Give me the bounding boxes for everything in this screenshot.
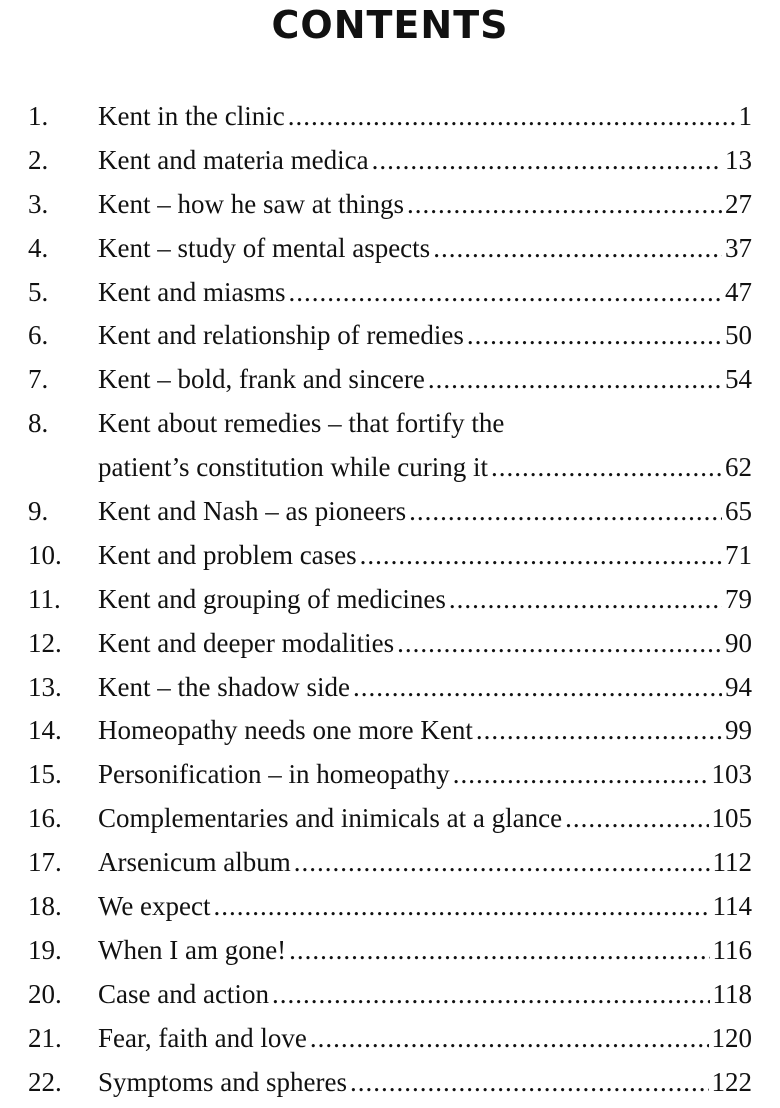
page-number: 50: [725, 320, 752, 351]
entry-number: 7.: [28, 364, 49, 395]
page-number: 47: [725, 276, 752, 307]
entry-title: When I am gone!: [98, 934, 287, 965]
toc-entry: [28, 183, 752, 227]
entry-title: Kent – study of mental aspects: [98, 232, 431, 263]
toc-entry: [28, 885, 752, 929]
toc-entry: [28, 578, 752, 622]
dot-leader: [214, 885, 710, 929]
entry-number: 10.: [28, 539, 62, 570]
toc-entry: [28, 1061, 752, 1105]
dot-leader: [467, 314, 722, 358]
entry-number: 9.: [28, 496, 49, 527]
page-number: 27: [725, 188, 752, 219]
entry-title: Kent and Nash – as pioneers: [98, 496, 407, 527]
page-number: 122: [711, 1066, 752, 1097]
page-number: 94: [725, 671, 752, 702]
toc-entry: [28, 402, 752, 446]
toc-entry: [28, 227, 752, 271]
toc-entry: [28, 1017, 752, 1061]
dot-leader: [350, 1061, 709, 1105]
entry-number: 2.: [28, 144, 49, 175]
entry-number: 14.: [28, 715, 62, 746]
dot-leader: [565, 797, 708, 841]
toc-entry: [28, 490, 752, 534]
page-number: 62: [725, 452, 752, 483]
entry-title: Symptoms and spheres: [98, 1066, 347, 1097]
toc-entry: [28, 841, 752, 885]
toc-entry: [28, 753, 752, 797]
toc-entry: [28, 973, 752, 1017]
page-number: 37: [725, 232, 752, 263]
dot-leader: [288, 271, 722, 315]
toc-entry: [28, 534, 752, 578]
dot-leader: [288, 95, 736, 139]
page-number: 13: [725, 144, 752, 175]
entry-title: patient’s constitution while curing it: [98, 452, 488, 483]
entry-title: Kent and deeper modalities: [98, 627, 395, 658]
entry-title: Kent and grouping of medicines: [98, 583, 446, 614]
entry-number: 4.: [28, 232, 49, 263]
dot-leader: [407, 183, 722, 227]
toc-entry: [28, 358, 752, 402]
entry-number: 18.: [28, 891, 62, 922]
page-number: 116: [712, 934, 752, 965]
toc-entry: [28, 622, 752, 666]
entry-number: 5.: [28, 276, 49, 307]
entry-number: 3.: [28, 188, 49, 219]
dot-leader: [272, 973, 710, 1017]
entry-title: Kent – the shadow side: [98, 671, 350, 702]
entry-title: Kent and relationship of remedies: [98, 320, 464, 351]
entry-title: Kent and materia medica: [98, 144, 369, 175]
page-number: 90: [725, 627, 752, 658]
toc-entry: [28, 314, 752, 358]
page-number: 1: [738, 101, 752, 131]
entry-title: Fear, faith and love: [98, 1022, 307, 1053]
entry-title: Kent – bold, frank and sincere: [98, 364, 425, 395]
dot-leader: [360, 534, 722, 578]
entry-title: Kent – how he saw at things: [98, 188, 404, 219]
entry-title: Case and action: [98, 978, 269, 1009]
dot-leader: [453, 753, 709, 797]
entry-number: 6.: [28, 320, 49, 351]
entry-title: Complementaries and inimicals at a glance: [98, 803, 563, 834]
page-number: 112: [712, 847, 752, 878]
entry-number: 11.: [28, 583, 61, 614]
dot-leader: [433, 227, 722, 271]
page-number: 118: [712, 978, 752, 1009]
entry-number: 19.: [28, 934, 62, 965]
entry-title: Kent in the clinic: [98, 101, 285, 131]
entry-title: Arsenicum album: [98, 847, 291, 878]
toc-entry: [28, 446, 752, 490]
page-title: CONTENTS: [271, 3, 509, 47]
dot-leader: [397, 622, 722, 666]
page-number: 71: [725, 539, 752, 570]
page-number: 54: [725, 364, 752, 395]
dot-leader: [476, 709, 722, 753]
toc-entry: [28, 666, 752, 710]
page-number: 120: [711, 1022, 752, 1053]
table-of-contents: [28, 95, 752, 1104]
dot-leader: [353, 666, 722, 710]
dot-leader: [428, 358, 722, 402]
entry-number: 17.: [28, 847, 62, 878]
entry-number: 13.: [28, 671, 62, 702]
entry-number: 12.: [28, 627, 62, 658]
toc-entry: [28, 95, 752, 139]
dot-leader: [409, 490, 722, 534]
entry-number: 20.: [28, 978, 62, 1009]
toc-entry: [28, 139, 752, 183]
dot-leader: [491, 446, 722, 490]
dot-leader: [449, 578, 722, 622]
entry-number: 21.: [28, 1022, 62, 1053]
entry-number: 15.: [28, 759, 62, 790]
entry-title: Kent and problem cases: [98, 539, 357, 570]
toc-entry: [28, 797, 752, 841]
page-number: 105: [711, 803, 752, 834]
entry-number: 1.: [28, 101, 49, 131]
dot-leader: [372, 139, 722, 183]
page-number: 99: [725, 715, 752, 746]
entry-title: Kent about remedies – that fortify the: [98, 408, 505, 439]
toc-entry: [28, 929, 752, 973]
page-number: 103: [711, 759, 752, 790]
dot-leader: [294, 841, 710, 885]
entry-title: We expect: [98, 891, 211, 922]
entry-title: Kent and miasms: [98, 276, 286, 307]
page-number: 79: [725, 583, 752, 614]
entry-number: 8.: [28, 408, 49, 439]
entry-title: Homeopathy needs one more Kent: [98, 715, 473, 746]
toc-entry: [28, 709, 752, 753]
entry-number: 16.: [28, 803, 62, 834]
dot-leader: [289, 929, 709, 973]
toc-entry: [28, 271, 752, 315]
entry-number: 22.: [28, 1066, 62, 1097]
page-number: 65: [725, 496, 752, 527]
page-number: 114: [712, 891, 752, 922]
entry-title: Personification – in homeopathy: [98, 759, 450, 790]
dot-leader: [310, 1017, 709, 1061]
